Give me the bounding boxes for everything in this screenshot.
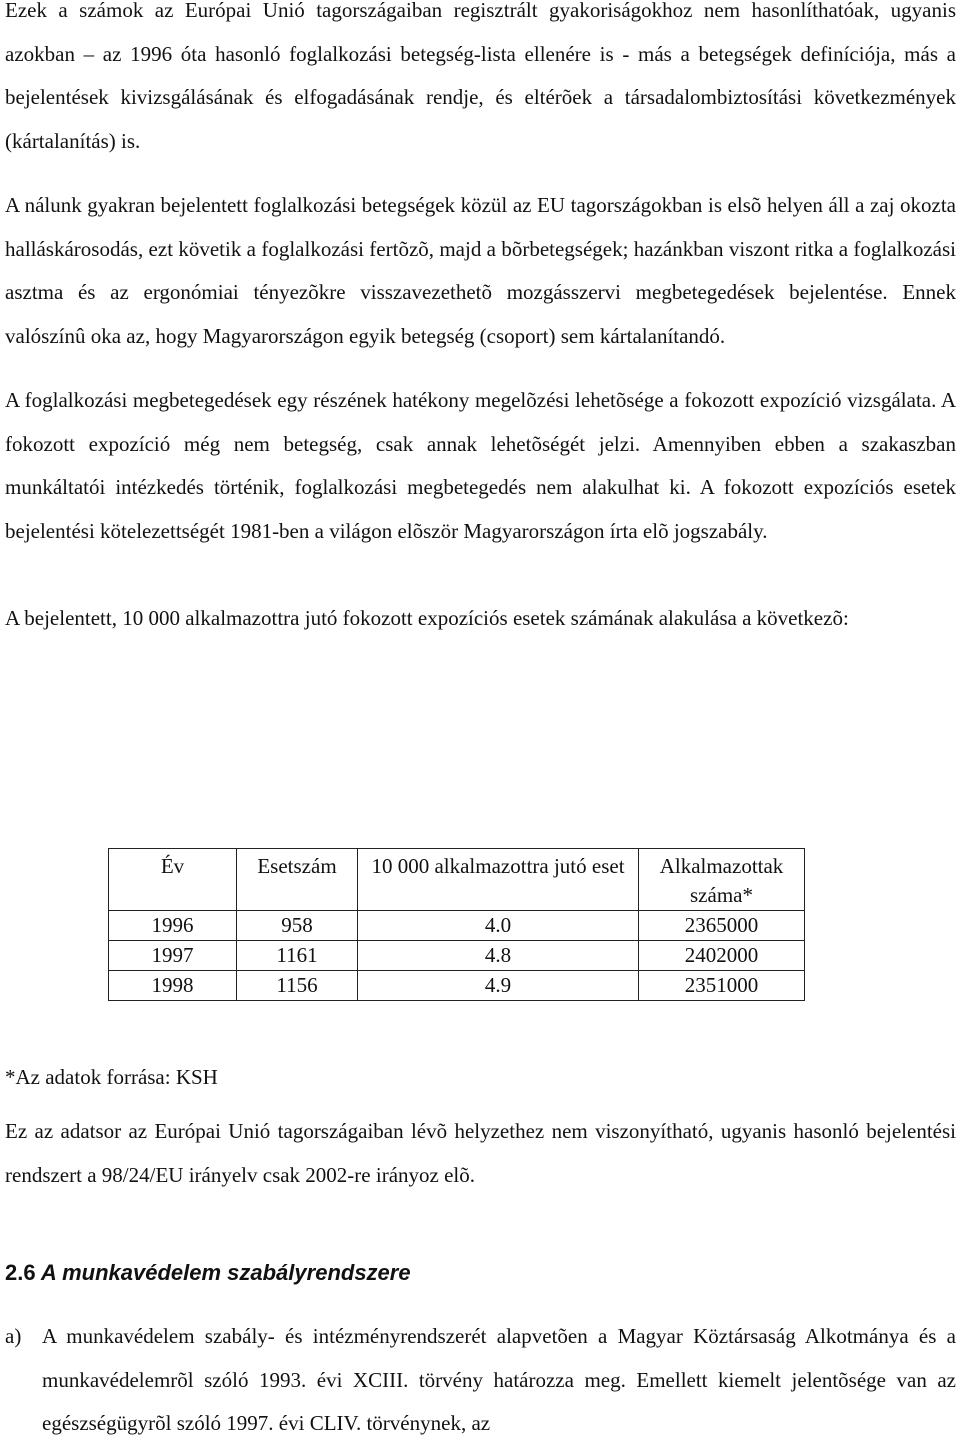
table-header-row bbox=[109, 849, 805, 911]
table-cell: 2402000 bbox=[639, 941, 805, 971]
paragraph-exposure-prevention: A foglalkozási megbetegedések egy részének hatékony megelõzési lehetõsége a fokozott expozíció vizsgálata. A fokozott expozíció még nem betegség, csak annak lehetõségét jelzi. Amennyiben ebben a szakaszban munkáltatói intézkedés történik, foglalkozási megbetegedés nem alakulhat ki. A fokozott expozíciós esetek bejelentési kötelezettségét 1981-ben a világon elõször Magyarországon írta elõ jogszabály. bbox=[5, 388, 956, 543]
list-marker: a) bbox=[5, 1324, 22, 1348]
table-cell: 1996 bbox=[109, 911, 237, 941]
paragraph-common-diseases: A nálunk gyakran bejelentett foglalkozási betegségek közül az EU tagországokban is elsõ helyen áll a zaj okozta halláskárosodás, ezt követik a foglalkozási fertõzõ, majd a bõrbetegségek; hazánkban viszont ritka a foglalkozási asztma és az ergonómiai tényezõkre visszavezethetõ mozgásszervi megbetegedések bejelentése. Ennek valószínû oka az, hogy Magyarországon egyik betegség (csoport) sem kártalanítandó. bbox=[5, 193, 956, 348]
table-cell: 4.8 bbox=[358, 941, 639, 971]
table-cell: 1161 bbox=[237, 941, 358, 971]
list-item bbox=[5, 1315, 956, 1446]
paragraph-table-intro: A bejelentett, 10 000 alkalmazottra jutó fokozott expozíciós esetek számának alakulása a következõ: bbox=[5, 606, 849, 630]
section-number: 2.6 bbox=[5, 1260, 36, 1285]
table-header-rate: 10 000 alkalmazottra jutó eset bbox=[358, 849, 639, 911]
table-cell: 1997 bbox=[109, 941, 237, 971]
section-title: A munkavédelem szabályrendszere bbox=[40, 1260, 411, 1285]
table-cell: 4.0 bbox=[358, 911, 639, 941]
table-cell: 1156 bbox=[237, 971, 358, 1001]
source-note: *Az adatok forrása: KSH bbox=[5, 1065, 218, 1089]
table-row bbox=[109, 911, 805, 941]
table-cell: 1998 bbox=[109, 971, 237, 1001]
document-page bbox=[5, 0, 956, 1435]
table-header-year: Év bbox=[109, 849, 237, 911]
paragraph-eu-comparison: Ezek a számok az Európai Unió tagországaiban regisztrált gyakoriságokhoz nem hasonlíthatóak, ugyanis azokban – az 1996 óta hasonló foglalkozási betegség-lista ellenére is - más a betegségek definíciója, más a bejelentések kivizsgálásának és elfogadásának rendje, és eltérõek a társadalombiztosítási következmények (kártalanítás) is. bbox=[5, 0, 956, 153]
table-cell: 2351000 bbox=[639, 971, 805, 1001]
paragraph-eu-incomparable: Ez az adatsor az Európai Unió tagországaiban lévõ helyzethez nem viszonyítható, ugyanis hasonló bejelentési rendszert a 98/24/EU irányelv csak 2002-re irányoz elõ. bbox=[5, 1119, 956, 1187]
table-row bbox=[109, 971, 805, 1001]
table-row bbox=[109, 941, 805, 971]
table-cell: 2365000 bbox=[639, 911, 805, 941]
table-header-employees: Alkalmazottak száma* bbox=[639, 849, 805, 911]
section-heading bbox=[5, 1258, 956, 1288]
table-cell: 958 bbox=[237, 911, 358, 941]
list-item-text: A munkavédelem szabály- és intézményrendszerét alapvetõen a Magyar Köztársaság Alkotmánya és a munkavédelemrõl szóló 1993. évi XCIII. törvény határozza meg. Emellett kiemelt jelentõsége van az egészségügyrõl szóló 1997. évi CLIV. törvénynek, az bbox=[42, 1324, 956, 1435]
table-cell: 4.9 bbox=[358, 971, 639, 1001]
table-header-cases: Esetszám bbox=[237, 849, 358, 911]
exposure-cases-table bbox=[108, 848, 805, 1001]
